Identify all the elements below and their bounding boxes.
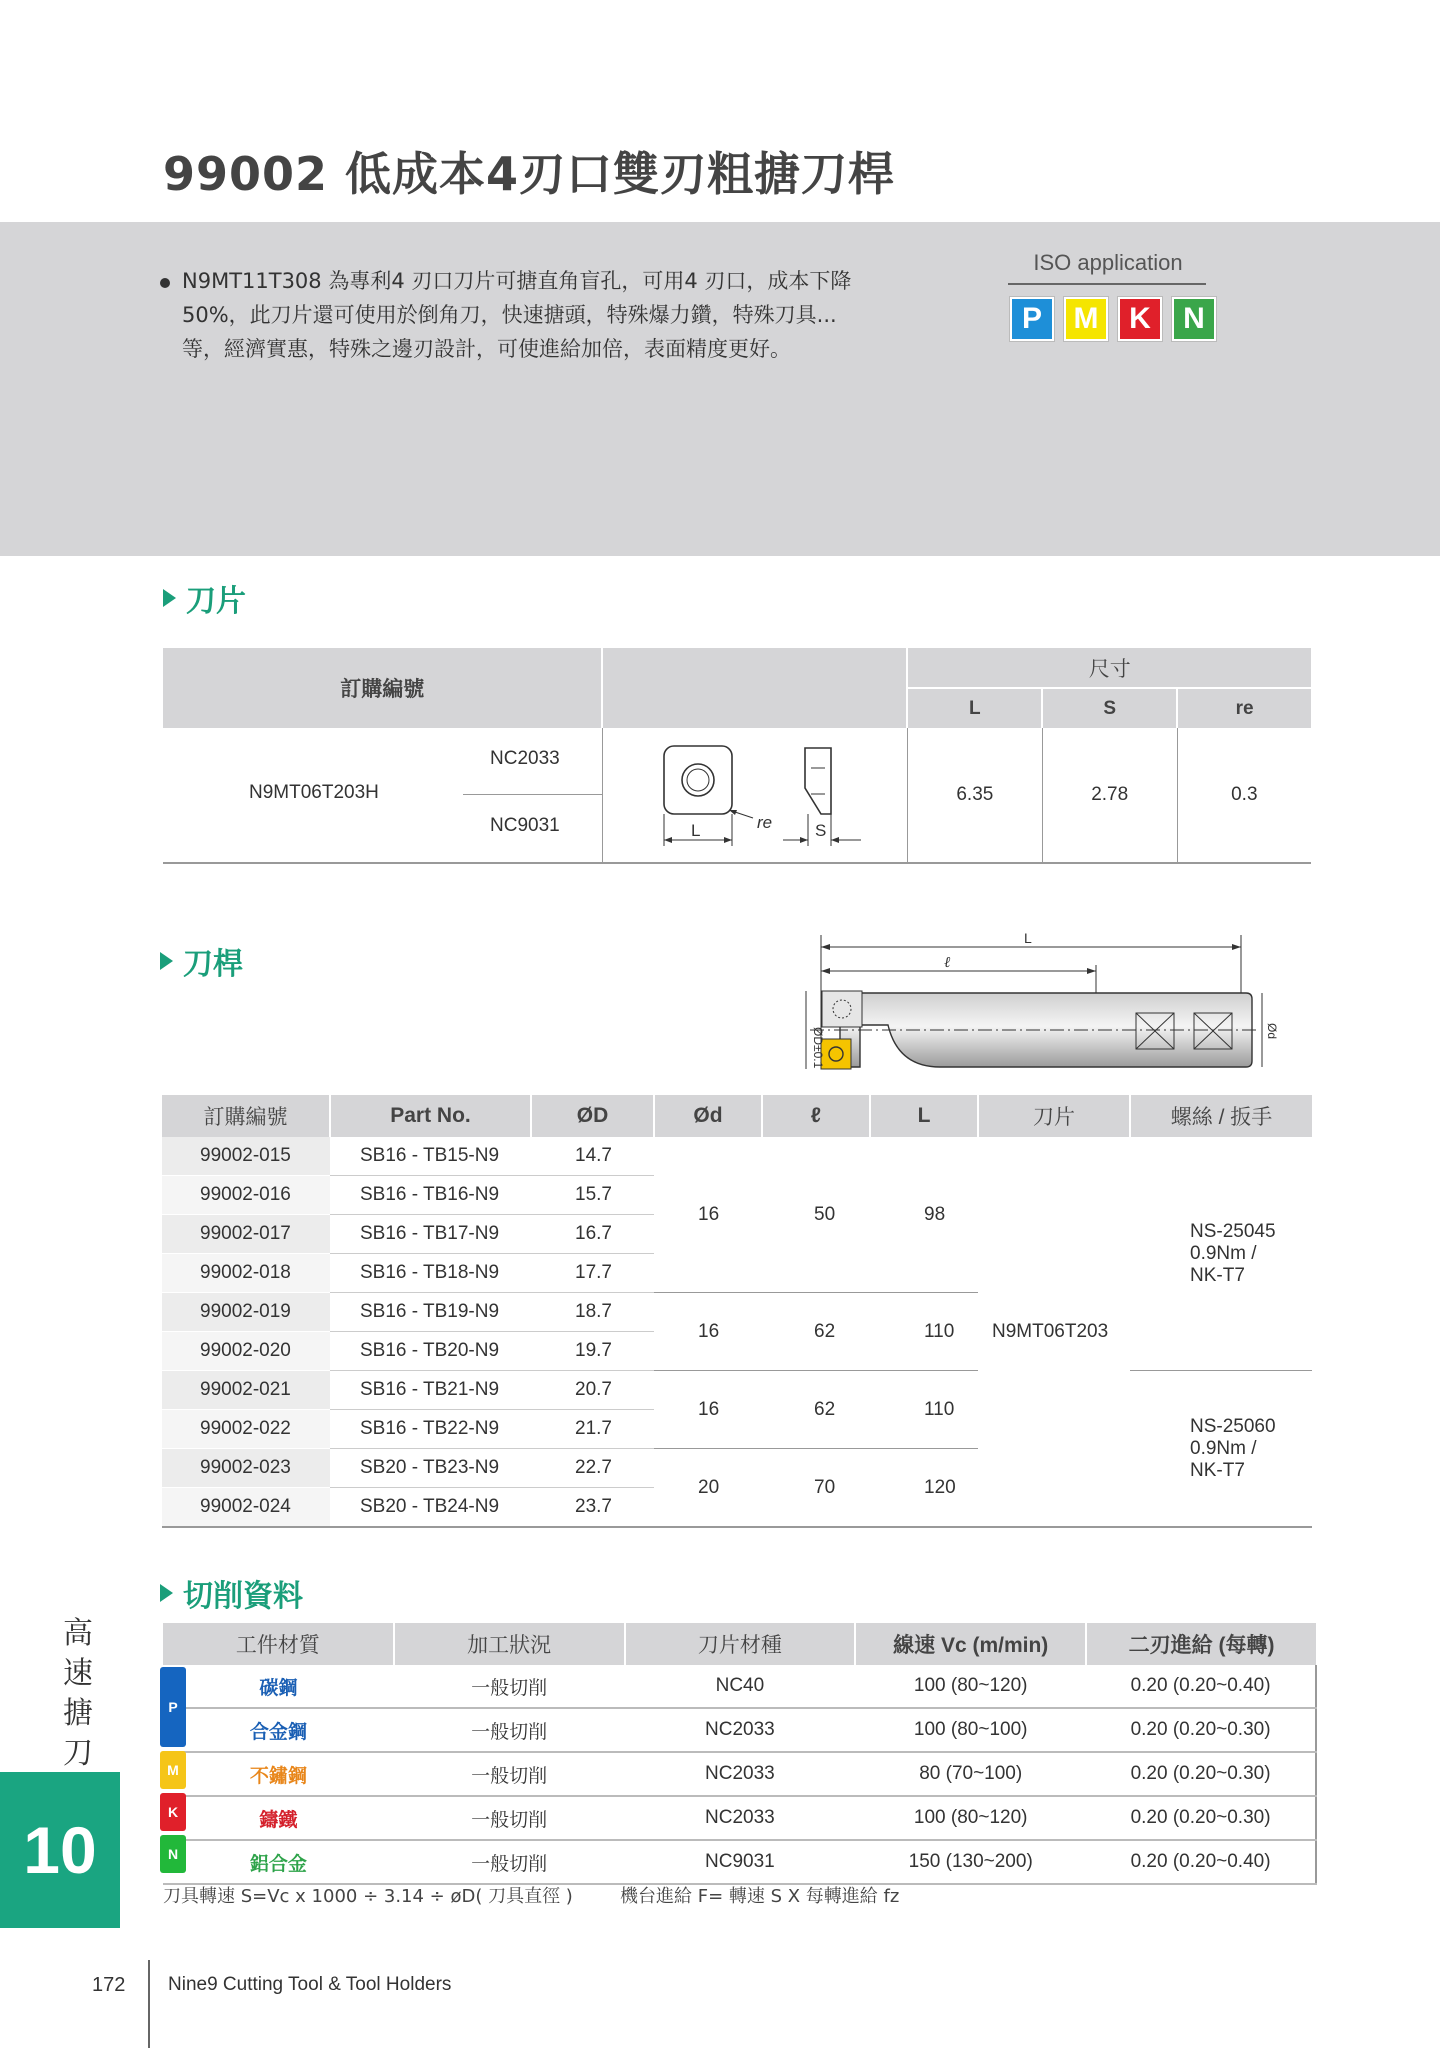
- insert-drawing: [603, 728, 907, 862]
- s-label: S: [814, 821, 827, 840]
- cutting-row: [163, 1708, 1316, 1752]
- chapter-number-tab: 10: [0, 1772, 120, 1928]
- cutting-section-heading: [160, 1571, 303, 1615]
- holder-part-cell: SB16 - TB18-N9: [330, 1254, 531, 1293]
- holder-group-l-cell: 62: [762, 1293, 870, 1371]
- insert-s-value: 2.78: [1042, 728, 1177, 863]
- holder-drawing: [790, 925, 1280, 1085]
- holder-col-order: 訂購編號: [162, 1095, 330, 1137]
- cutting-table: [163, 1623, 1317, 1885]
- dim-od-label: ØD±0.1: [811, 1027, 825, 1069]
- insert-col-s: S: [1042, 688, 1177, 728]
- l-label: L: [690, 821, 701, 840]
- cut-grade-cell: NC2033: [625, 1752, 856, 1796]
- iso-strip-p: P: [160, 1667, 186, 1747]
- holder-section-heading: [160, 939, 243, 983]
- iso-divider: [1008, 283, 1206, 285]
- holder-row: [162, 1371, 1312, 1410]
- holder-od-cell: 20.7: [531, 1371, 654, 1410]
- holder-order-cell: 99002-015: [162, 1137, 330, 1176]
- cut-col-feed: 二刃進給 (每轉): [1086, 1623, 1316, 1665]
- cutting-row: [163, 1752, 1316, 1796]
- holder-col-part: Part No.: [330, 1095, 531, 1137]
- side-chapter-label: 高速搪刀: [63, 1616, 93, 1771]
- triangle-icon: [160, 1584, 173, 1602]
- insert-order-cell: [163, 728, 602, 863]
- holder-group-l-cell: 50: [762, 1137, 870, 1293]
- cut-vc-cell: 80 (70~100): [855, 1752, 1086, 1796]
- bullet-icon: [160, 278, 170, 288]
- cut-grade-cell: NC40: [625, 1665, 856, 1708]
- dim-ell-label: ℓ: [944, 953, 951, 971]
- holder-order-cell: 99002-023: [162, 1449, 330, 1488]
- cut-material-cell: 鑄鐵: [163, 1796, 394, 1840]
- holder-od-cell: 23.7: [531, 1488, 654, 1528]
- holder-col-length: L: [870, 1095, 978, 1137]
- cut-grade-cell: NC2033: [625, 1796, 856, 1840]
- holder-group-L-cell: 98: [870, 1137, 978, 1293]
- insert-table: [163, 648, 1311, 864]
- insert-re-value: 0.3: [1231, 784, 1258, 805]
- cutting-row: [163, 1665, 1316, 1708]
- cut-col-condition: 加工狀況: [394, 1623, 625, 1665]
- page-number: 172: [92, 1974, 126, 1996]
- page-title: 99002 低成本4刃口雙刃粗搪刀桿: [163, 147, 896, 201]
- footer-divider: [148, 1960, 150, 2048]
- insert-col-l: L: [907, 688, 1042, 728]
- cut-material-cell: 鋁合金: [163, 1840, 394, 1884]
- insert-diagram-cell: [602, 728, 907, 863]
- insert-order-number: N9MT06T203H: [249, 782, 379, 803]
- holder-group-d-cell: 16: [654, 1293, 762, 1371]
- holder-od-cell: 19.7: [531, 1332, 654, 1371]
- holder-group-l-cell: 70: [814, 1476, 836, 1498]
- insert-col-diagram: [602, 648, 907, 728]
- holder-od-cell: 22.7: [531, 1449, 654, 1488]
- cut-col-vc: 線速 Vc (m/min): [855, 1623, 1086, 1665]
- holder-part-cell: SB16 - TB17-N9: [330, 1215, 531, 1254]
- holder-order-cell: 99002-020: [162, 1332, 330, 1371]
- dim-l-label: L: [1024, 930, 1032, 946]
- holder-od-cell: 17.7: [531, 1254, 654, 1293]
- grade-divider: [463, 794, 603, 795]
- formula-feed: 機台進給 F= 轉速 S X 每轉進給 fz: [620, 1886, 900, 1907]
- holder-part-cell: SB16 - TB16-N9: [330, 1176, 531, 1215]
- cut-feed-cell: 0.20 (0.20~0.30): [1086, 1752, 1316, 1796]
- holder-part-cell: SB16 - TB15-N9: [330, 1137, 531, 1176]
- holder-part-cell: SB16 - TB22-N9: [330, 1410, 531, 1449]
- holder-col-od: ØD: [531, 1095, 654, 1137]
- holder-col-screw: 螺絲 / 扳手: [1130, 1095, 1312, 1137]
- cutting-table-body: [163, 1665, 1316, 1884]
- holder-group-L-cell: 120: [924, 1476, 956, 1498]
- iso-badges: [1010, 297, 1216, 341]
- holder-part-cell: SB20 - TB24-N9: [330, 1488, 531, 1528]
- iso-badge-n: N: [1172, 297, 1216, 341]
- insert-col-size: 尺寸: [907, 648, 1311, 688]
- holder-table-body: [162, 1137, 1312, 1527]
- holder-group-d-cell: 16: [654, 1137, 762, 1293]
- iso-strip-m: M: [160, 1751, 186, 1789]
- insert-col-re: re: [1177, 688, 1311, 728]
- holder-od-cell: 21.7: [531, 1410, 654, 1449]
- cut-vc-cell: 100 (80~120): [855, 1665, 1086, 1708]
- intro-text: N9MT11T308 為專利4 刃口刀片可搪直角盲孔，可用4 刃口，成本下降50%，此刀片還可使用於倒角刀，快速搪頭，特殊爆力鑽，特殊刀具...等，經濟實惠，特殊之邊刃設計，可使進給加倍，表面精度更好。: [182, 269, 852, 361]
- holder-group-d-cell: 20: [698, 1476, 720, 1498]
- holder-row: [162, 1137, 1312, 1176]
- holder-group-l-cell: 62: [762, 1371, 870, 1449]
- holder-order-cell: 99002-017: [162, 1215, 330, 1254]
- cut-feed-cell: 0.20 (0.20~0.30): [1086, 1708, 1316, 1752]
- cut-col-material: 工件材質: [163, 1623, 394, 1665]
- triangle-icon: [163, 589, 176, 607]
- insert-grade-1: NC2033: [490, 748, 560, 769]
- insert-heading-text: 刀片: [186, 584, 246, 619]
- cutting-heading-text: 切削資料: [183, 1579, 303, 1614]
- cut-condition-cell: 一般切削: [394, 1752, 625, 1796]
- iso-badge-m: M: [1064, 297, 1108, 341]
- dim-d-label: Ød: [1265, 1023, 1279, 1040]
- cut-material-cell: 合金鋼: [163, 1708, 394, 1752]
- cut-condition-cell: 一般切削: [394, 1796, 625, 1840]
- holder-order-cell: 99002-019: [162, 1293, 330, 1332]
- holder-group-L-cell: 110: [870, 1371, 978, 1449]
- cut-condition-cell: 一般切削: [394, 1708, 625, 1752]
- holder-screw-cell: NS-25060 0.9Nm / NK-T7: [1190, 1415, 1276, 1481]
- cut-vc-cell: 150 (130~200): [855, 1840, 1086, 1884]
- iso-strip-n: N: [160, 1835, 186, 1873]
- cut-material-cell: 碳鋼: [163, 1665, 394, 1708]
- holder-group-L-cell: 110: [870, 1293, 978, 1371]
- iso-application-label: ISO application: [1033, 250, 1183, 275]
- holder-col-d: Ød: [654, 1095, 762, 1137]
- holder-heading-text: 刀桿: [183, 947, 243, 982]
- holder-part-cell: SB16 - TB21-N9: [330, 1371, 531, 1410]
- holder-col-insert: 刀片: [978, 1095, 1130, 1137]
- re-label: re: [756, 813, 773, 832]
- insert-section-heading: [163, 576, 246, 620]
- holder-order-cell: 99002-016: [162, 1176, 330, 1215]
- cut-condition-cell: 一般切削: [394, 1840, 625, 1884]
- cutting-row: [163, 1796, 1316, 1840]
- cut-feed-cell: 0.20 (0.20~0.40): [1086, 1665, 1316, 1708]
- intro-text-block: [160, 264, 860, 366]
- cut-grade-cell: NC2033: [625, 1708, 856, 1752]
- footer-brand: Nine9 Cutting Tool & Tool Holders: [168, 1974, 452, 1995]
- cutting-row: [163, 1840, 1316, 1884]
- cut-grade-cell: NC9031: [625, 1840, 856, 1884]
- holder-od-cell: 16.7: [531, 1215, 654, 1254]
- formula-spindle: 刀具轉速 S=Vc x 1000 ÷ 3.14 ÷ øD( 刀具直徑 ): [163, 1886, 573, 1907]
- cut-condition-cell: 一般切削: [394, 1665, 625, 1708]
- holder-od-cell: 18.7: [531, 1293, 654, 1332]
- holder-order-cell: 99002-022: [162, 1410, 330, 1449]
- cut-vc-cell: 100 (80~120): [855, 1796, 1086, 1840]
- triangle-icon: [160, 952, 173, 970]
- cut-vc-cell: 100 (80~100): [855, 1708, 1086, 1752]
- cut-material-cell: 不鏽鋼: [163, 1752, 394, 1796]
- iso-badge-p: P: [1010, 297, 1054, 341]
- holder-part-cell: SB20 - TB23-N9: [330, 1449, 531, 1488]
- holder-part-cell: SB16 - TB20-N9: [330, 1332, 531, 1371]
- holder-screw-cell: NS-25045 0.9Nm / NK-T7: [1130, 1137, 1312, 1371]
- iso-strip-k: K: [160, 1793, 186, 1831]
- cut-feed-cell: 0.20 (0.20~0.30): [1086, 1796, 1316, 1840]
- holder-od-cell: 14.7: [531, 1137, 654, 1176]
- holder-col-ell: ℓ: [762, 1095, 870, 1137]
- iso-badge-k: K: [1118, 297, 1162, 341]
- holder-group-d-cell: 16: [654, 1371, 762, 1449]
- holder-od-cell: 15.7: [531, 1176, 654, 1215]
- iso-color-strip: [160, 1665, 186, 1875]
- holder-order-cell: 99002-021: [162, 1371, 330, 1410]
- insert-l-value: 6.35: [907, 728, 1042, 863]
- cut-col-grade: 刀片材種: [625, 1623, 856, 1665]
- holder-table: [162, 1095, 1312, 1528]
- holder-insert-cell: N9MT06T203: [992, 1320, 1109, 1342]
- insert-col-order: 訂購編號: [163, 648, 602, 728]
- holder-part-cell: SB16 - TB19-N9: [330, 1293, 531, 1332]
- cut-feed-cell: 0.20 (0.20~0.40): [1086, 1840, 1316, 1884]
- insert-grade-2: NC9031: [490, 815, 560, 836]
- holder-order-cell: 99002-018: [162, 1254, 330, 1293]
- holder-order-cell: 99002-024: [162, 1488, 330, 1528]
